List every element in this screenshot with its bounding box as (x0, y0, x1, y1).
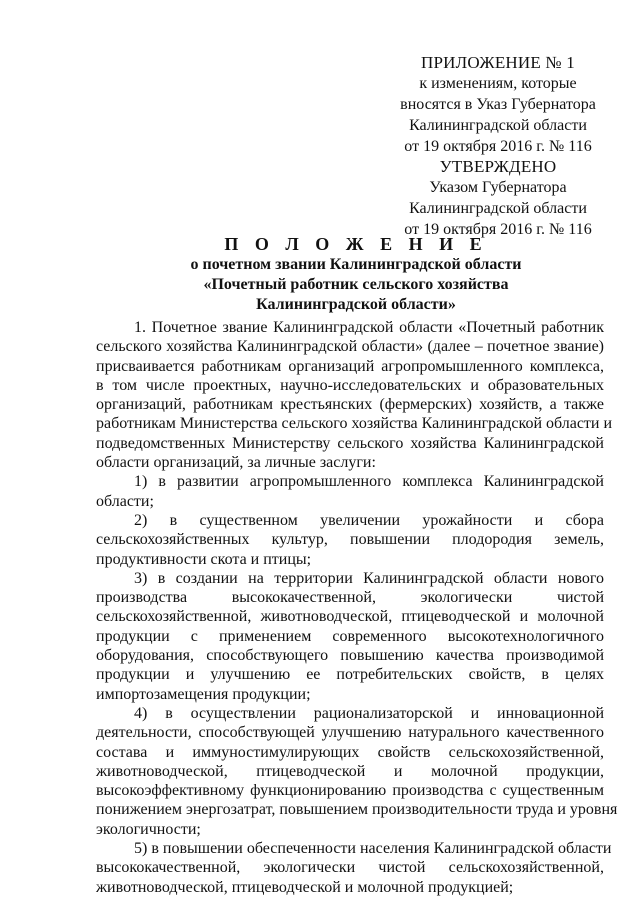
text-line: 1. Почетное звание Калининградской области «Почетный работник (134, 319, 604, 336)
text-line: работникам Министерства сельского хозяйства Калининградской области и (96, 415, 613, 433)
text-line: 1) в развитии агропромышленного комплекса Калининградской (134, 473, 604, 491)
text-line: производства высококачественной, экологически чистой (96, 589, 604, 607)
paragraph-item-1 (96, 472, 604, 511)
text-line: состава и иммуностимулирующих свойств сельскохозяйственной, (96, 743, 604, 761)
text-line: экологичности; (96, 820, 201, 838)
text-line: 3) в создании на территории Калининградской области нового (134, 569, 604, 587)
text-line: сельского хозяйства Калининградской области» (далее – почетное звание) (96, 338, 604, 356)
appendix-heading: ПРИЛОЖЕНИЕ № 1 (421, 53, 575, 72)
paragraph-item-4 (96, 704, 618, 839)
text-line: подведомственных Министерству сельского хозяйства Калининградской (96, 434, 604, 452)
appendix-line: вносятся в Указ Губернатора (400, 96, 596, 113)
text-line: сельскохозяйственных культур, повышении плодородия земель, (96, 531, 604, 549)
paragraph-item-3 (96, 569, 604, 704)
document-title (96, 234, 616, 315)
text-line: высококачественной, экологически чистой сельскохозяйственной, (96, 859, 604, 877)
text-line: области; (96, 492, 154, 510)
text-line: высокоэффективному функционированию производства с существенным (96, 782, 604, 800)
paragraph-item-2 (96, 511, 604, 569)
text-line: понижением энергозатрат, повышением производительности труда и уровня (96, 801, 618, 819)
title-line: «Почетный работник сельского хозяйства (203, 276, 509, 293)
text-line: животноводческой, птицеводческой и молочной продукцией; (96, 878, 514, 896)
paragraph-1 (96, 318, 613, 472)
appendix-line: Калининградской области (409, 117, 587, 134)
text-line: животноводческой, птицеводческой и молочной продукции, (96, 762, 604, 780)
text-line: импортозамещения продукции; (96, 685, 311, 703)
approved-line: от 19 октября 2016 г. № 116 (404, 221, 592, 238)
approved-heading: УТВЕРЖДЕНО (439, 157, 557, 176)
title-main: П О Л О Ж Е Н И Е (224, 234, 488, 254)
text-line: 4) в осуществлении рационализаторской и инновационной (134, 704, 604, 722)
title-line: Калининградской области» (256, 296, 456, 313)
paragraph-item-5 (96, 839, 612, 897)
appendix-line: от 19 октября 2016 г. № 116 (404, 138, 592, 155)
appendix-block (380, 52, 616, 157)
title-line: о почетном звании Калининградской области (190, 256, 522, 273)
text-line: продуктивности скота и птицы; (96, 550, 312, 568)
approved-line: Указом Губернатора (429, 179, 567, 196)
text-line: продукции и улучшению ее потребительских свойств, в целях (96, 666, 604, 684)
document-body (96, 318, 618, 897)
text-line: продукции с применением современного высокотехнологичного (96, 627, 604, 645)
text-line: области организаций, за личные заслуги: (96, 454, 376, 472)
text-line: сельскохозяйственной, животноводческой, птицеводческой и молочной (96, 608, 604, 626)
text-line: организаций, работникам крестьянских (фермерских) хозяйств, а также (96, 396, 604, 414)
text-line: присваивается работникам организаций агропромышленного комплекса, (96, 357, 604, 375)
text-line: в том числе проектных, научно-исследовательских и образовательных (96, 376, 604, 394)
text-line: деятельности, способствующей улучшению натурального качественного (96, 724, 604, 742)
approved-line: Калининградской области (409, 200, 587, 217)
approved-block (380, 156, 616, 240)
text-line: оборудования, способствующего повышению качества производимой (96, 647, 604, 665)
appendix-line: к изменениям, которые (419, 75, 577, 92)
text-line: 2) в существенном увеличении урожайности и сбора (134, 511, 604, 529)
text-line: 5) в повышении обеспеченности населения Калининградской области (134, 840, 612, 858)
